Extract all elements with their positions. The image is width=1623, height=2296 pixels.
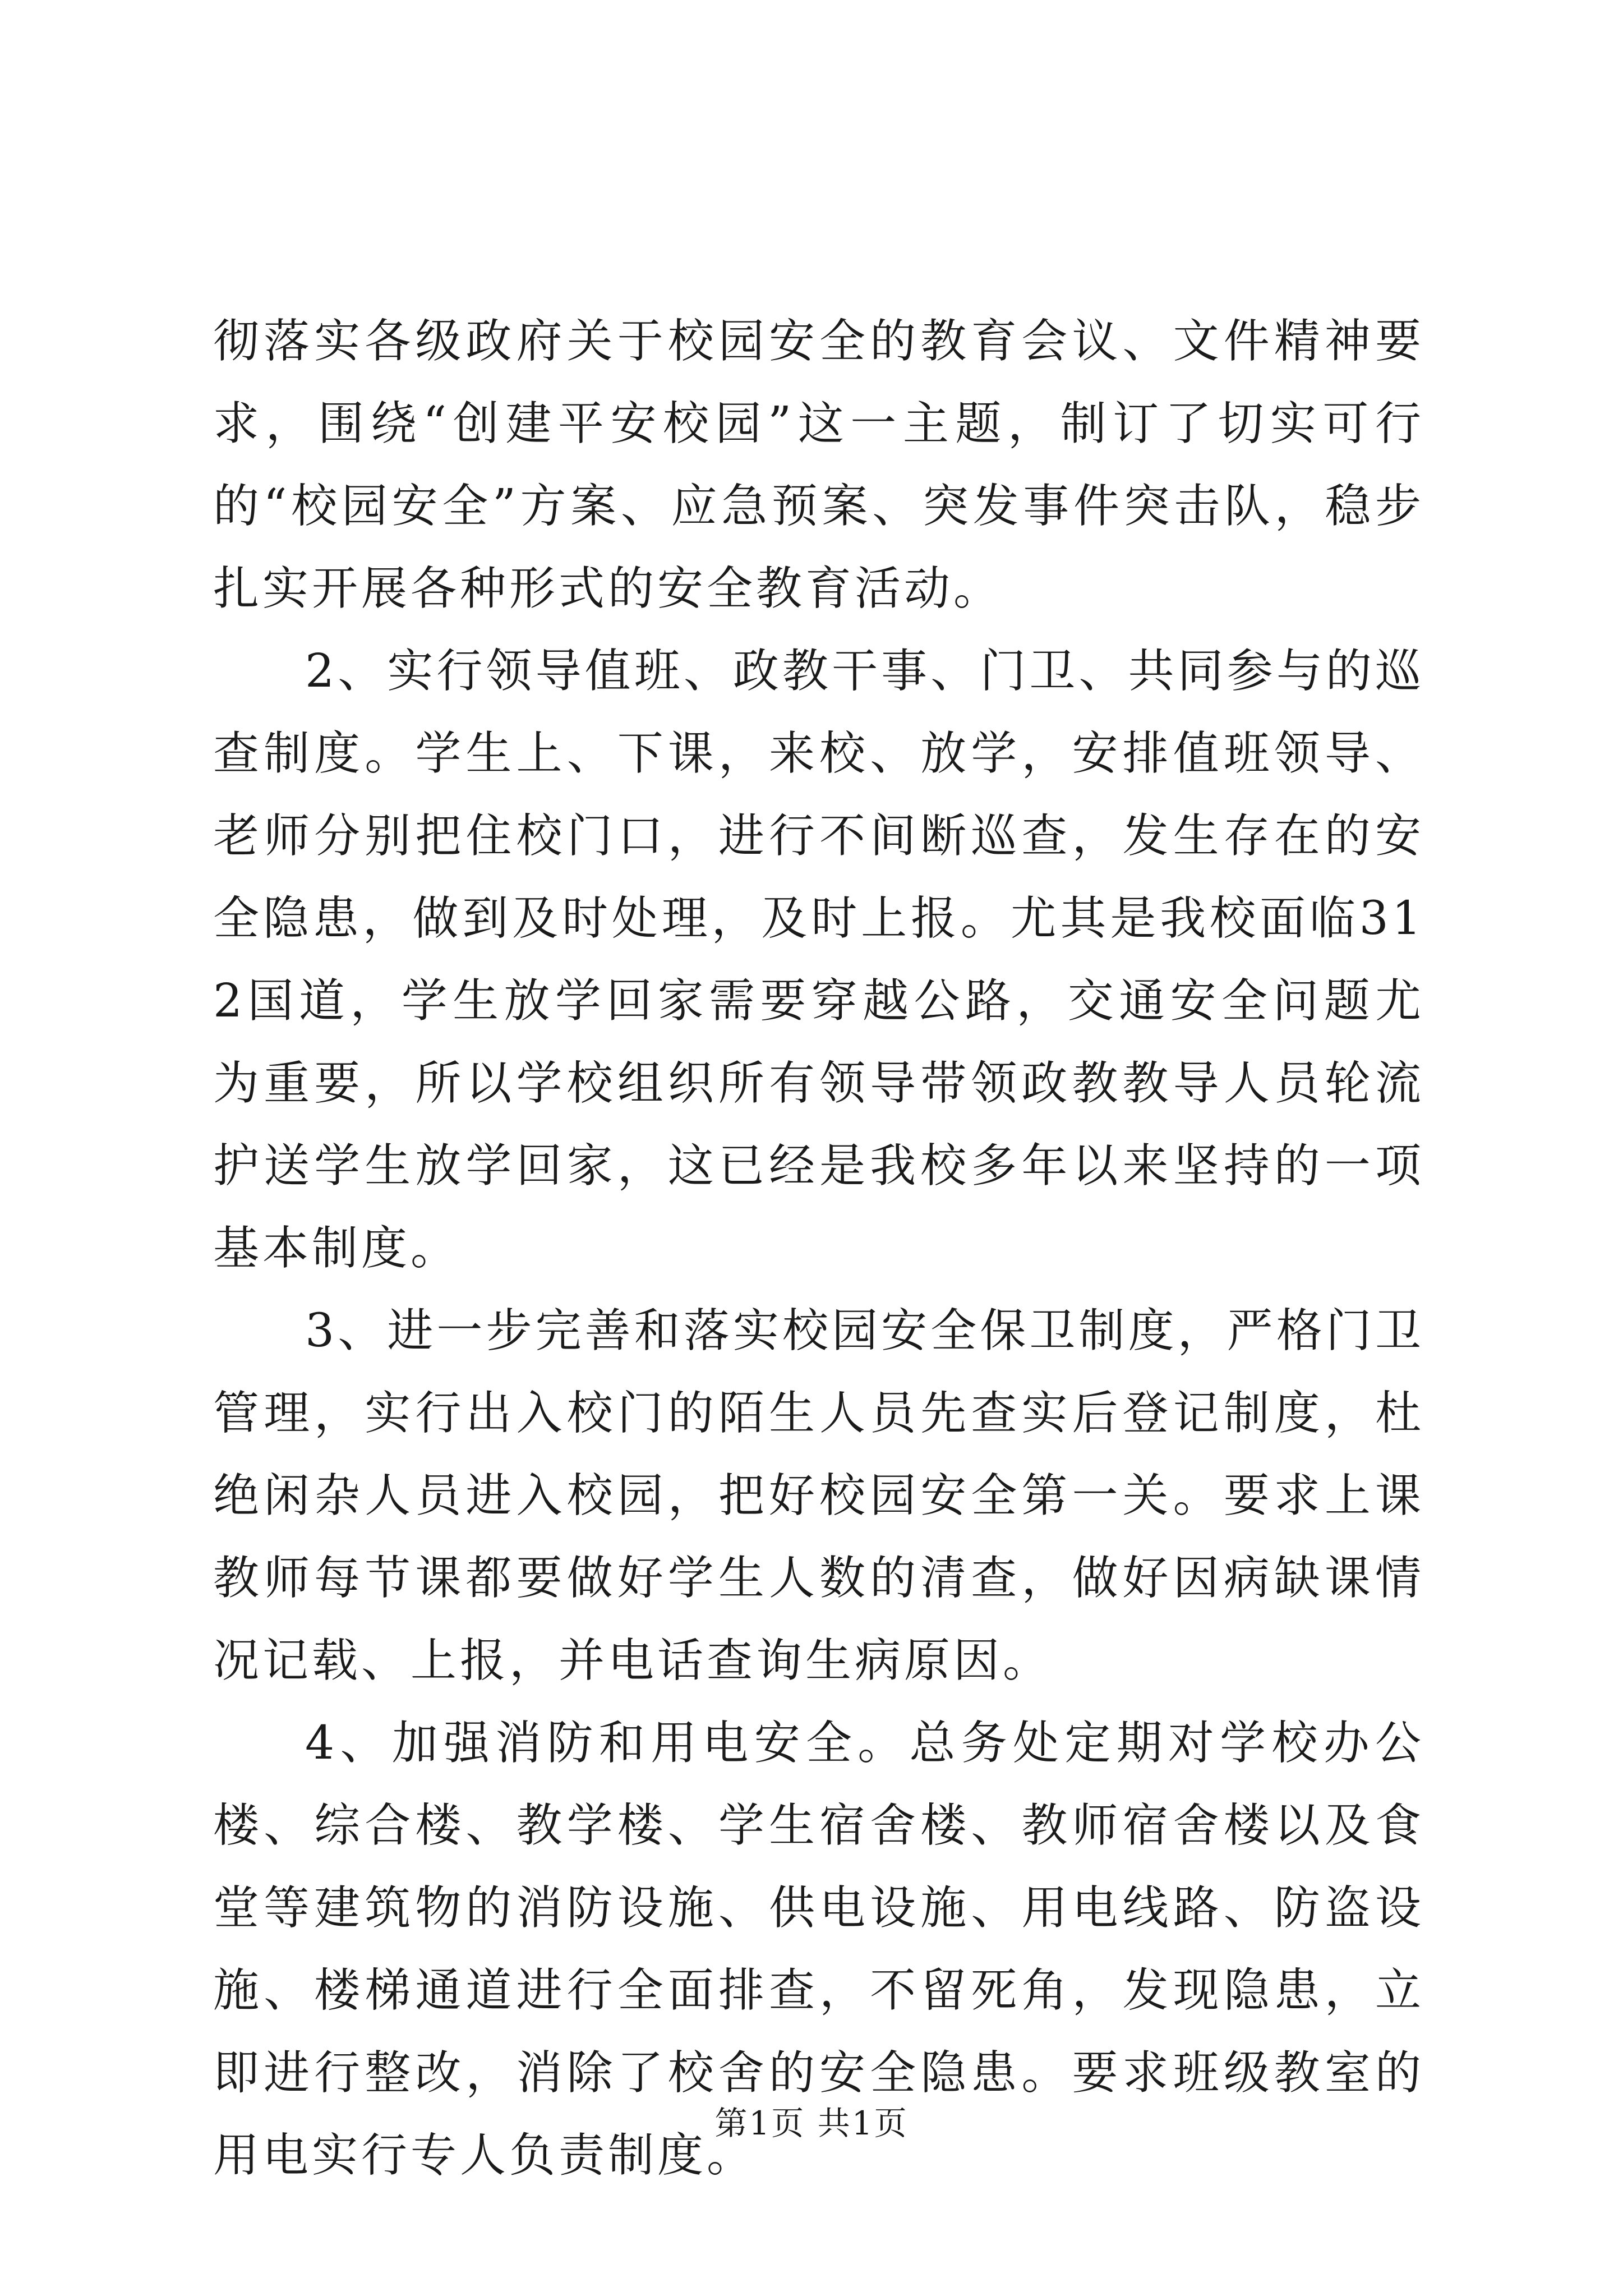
- paragraph-item-2: 2、实行领导值班、政教干事、门卫、共同参与的巡查制度。学生上、下课，来校、放学，安排值班领导、老师分别把住校门口，进行不间断巡查，发生存在的安全隐患，做到及时处理，及时上报。尤其是我校面临312国道，学生放学回家需要穿越公路，交通安全问题尤为重要，所以学校组织所有领导带领政教教导人员轮流护送学生放学回家，这已经是我校多年以来坚持的一项基本制度。: [213, 645, 1424, 1275]
- document-body: [213, 300, 1424, 2197]
- page-number-footer: 第1页 共1页: [714, 2104, 909, 2142]
- paragraph-continuation: 彻落实各级政府关于校园安全的教育会议、文件精神要求，围绕“创建平安校园”这一主题，制订了切实可行的“校园安全”方案、应急预案、突发事件突击队，稳步扎实开展各种形式的安全教育活动。: [213, 315, 1424, 615]
- paragraph-item-3: 3、进一步完善和落实校园安全保卫制度，严格门卫管理，实行出入校门的陌生人员先查实后登记制度，杜绝闲杂人员进入校园，把好校园安全第一关。要求上课教师每节课都要做好学生人数的清查，做好因病缺课情况记载、上报，并电话查询生病原因。: [213, 1304, 1424, 1687]
- paragraph-item-4: 4、加强消防和用电安全。总务处定期对学校办公楼、综合楼、教学楼、学生宿舍楼、教师宿舍楼以及食堂等建筑物的消防设施、供电设施、用电线路、防盗设施、楼梯通道进行全面排查，不留死角，发现隐患，立即进行整改，消除了校舍的安全隐患。要求班级教室的用电实行专人负责制度。: [213, 1717, 1424, 2182]
